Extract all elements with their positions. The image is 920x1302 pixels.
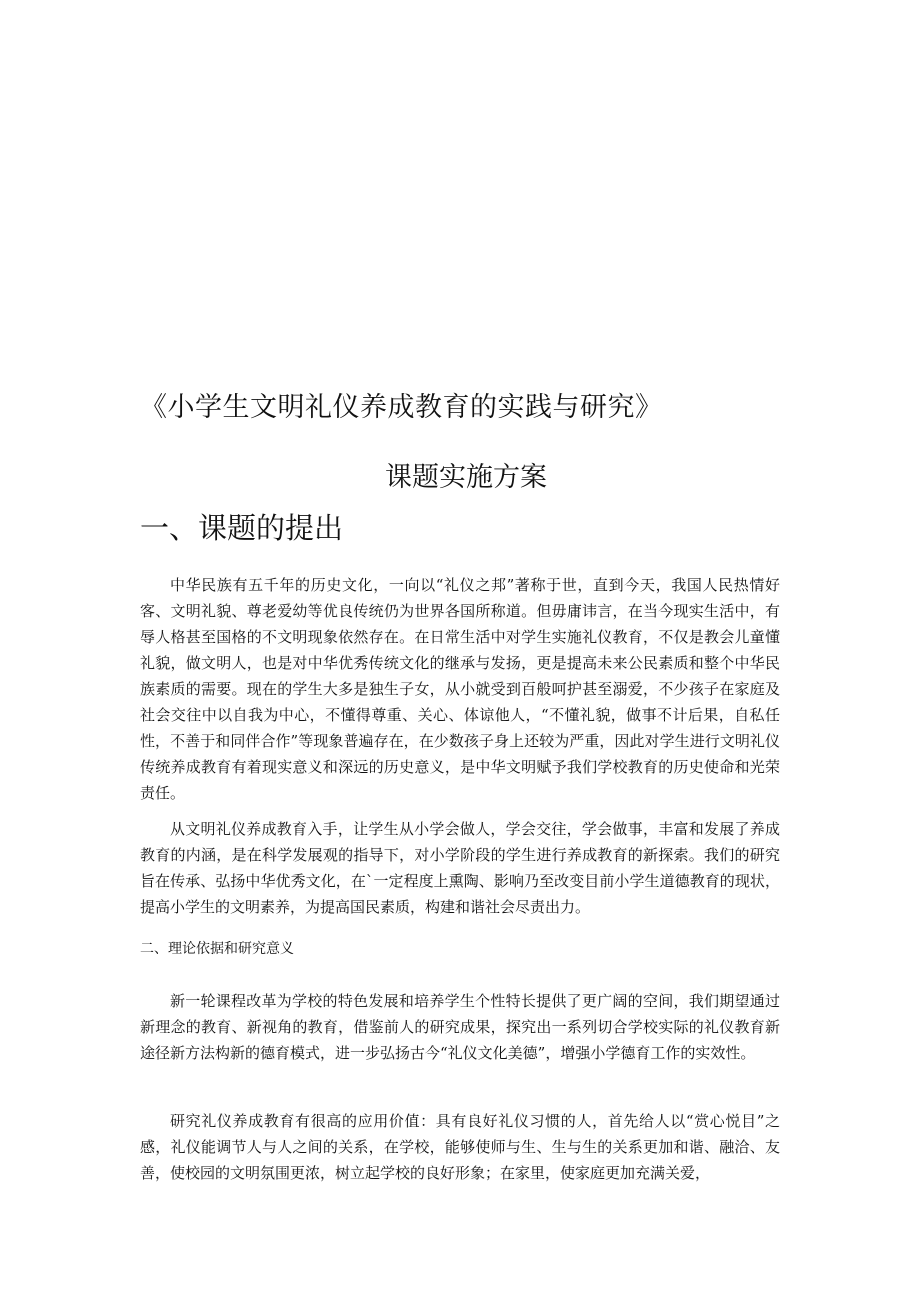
paragraph-4: 研究礼仪养成教育有很高的应用价值：具有良好礼仪习惯的人，首先给人以“赏心悦目”之感，礼仪能调节人与人之间的关系，在学校，能够使师与生、生与生的关系更加和谐、融洽、友善，使校园的文明氛围更浓，树立起学校的良好形象；在家里，使家庭更加充满关爱， (140, 1112, 780, 1182)
paragraph-2: 从文明礼仪养成教育入手，让学生从小学会做人，学会交往，学会做事，丰富和发展了养成教育的内涵，是在科学发展观的指导下，对小学阶段的学生进行养成教育的新探索。我们的研究旨在传承、弘扬中华优秀文化，在`一定程度上熏陶、影响乃至改变目前小学生道德教育的现状，提高小学生的文明素养，为提高国民素质，构建和谐社会尽责出力。 (140, 820, 780, 916)
paragraph-3-block (140, 988, 780, 1066)
document-subtitle (0, 458, 920, 498)
section-2-heading-block (140, 936, 780, 962)
paragraph-1: 中华民族有五千年的历史文化，一向以“礼仪之邦”著称于世，直到今天，我国人民热情好客、文明礼貌、尊老爱幼等优良传统仍为世界各国所称道。但毋庸讳言，在当今现实生活中，有辱人格甚至国格的不文明现象依然存在。在日常生活中对学生实施礼仪教育，不仅是教会儿童懂礼貌，做文明人，也是对中华优秀传统文化的继承与发扬，更是提高未来公民素质和整个中华民族素质的需要。现在的学生大多是独生子女，从小就受到百般呵护甚至溺爱，不少孩子在家庭及社会交往中以自我为中心，不懂得尊重、关心、体谅他人，“不懂礼貌，做事不计后果，自私任性，不善于和同伴合作”等现象普遍存在，在少数孩子身上还较为严重，因此对学生进行文明礼仪传统养成教育有着现实意义和深远的历史意义，是中华文明赋予我们学校教育的历史使命和光荣责任。 (140, 576, 780, 802)
section-2-heading: 二、理论依据和研究意义 (140, 941, 294, 957)
paragraph-1-block (140, 572, 780, 806)
paragraph-4-block (140, 1108, 780, 1186)
section-1-heading: 一、课题的提出 (140, 511, 344, 545)
document-title: 《小学生文明礼仪养成教育的实践与研究》 (140, 392, 663, 423)
paragraph-3: 新一轮课程改革为学校的特色发展和培养学生个性特长提供了更广阔的空间，我们期望通过新理念的教育、新视角的教育，借鉴前人的研究成果，探究出一系列切合学校实际的礼仪教育新途径新方法构新的德育模式，进一步弘扬古今“礼仪文化美德”，增强小学德育工作的实效性。 (140, 992, 780, 1062)
document-subtitle-text: 课题实施方案 (385, 462, 547, 493)
paragraph-2-block (140, 816, 780, 920)
